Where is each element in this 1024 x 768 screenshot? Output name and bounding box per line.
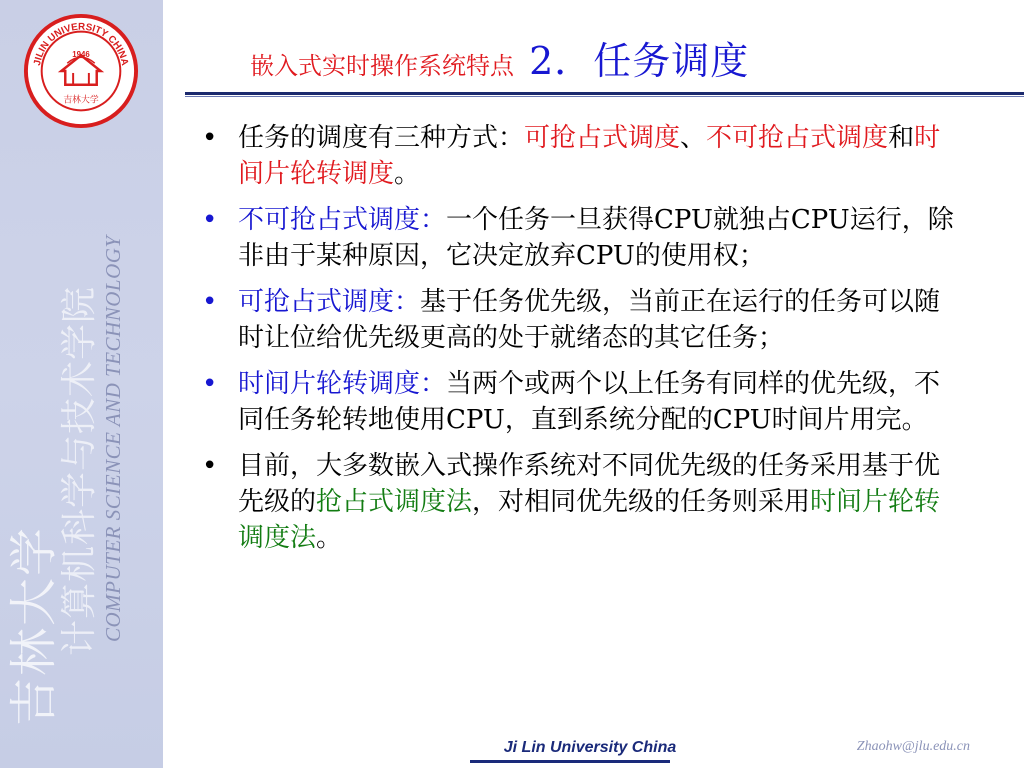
bullet-text-segment: 当两个或两个以上任务有同样的优先级，不同任务轮转地使用CPU，直到系统分配的CPU时间片用完。	[238, 369, 941, 435]
title-main: 嵌入式实时操作系统特点	[250, 52, 514, 80]
bullet-text-segment: 。	[394, 159, 421, 189]
watermark-college-english: COMPUTER SCIENCE AND TECHNOLOGY	[101, 235, 125, 642]
bullet-text-segment: 不可抢占式调度：	[238, 205, 447, 235]
seal-ring-text: JILIN UNIVERSITY CHINA	[32, 21, 130, 67]
bullet-text-segment: ，对相同优先级的任务则采用	[472, 487, 811, 517]
bullet-text-segment: 时间片轮转调度法	[238, 487, 941, 553]
sidebar	[0, 0, 163, 768]
bullet-dot-icon: •	[202, 287, 218, 317]
title-divider	[185, 92, 1024, 95]
bullet-list	[196, 120, 964, 566]
bullet-text-segment: 。	[316, 523, 343, 553]
bullet-item	[196, 448, 964, 556]
bullet-item	[196, 284, 964, 356]
bullet-text-segment: 可抢占式调度：	[238, 287, 421, 317]
bullet-text-segment: 、	[680, 123, 707, 153]
title-divider-thin	[185, 96, 1024, 97]
bullet-dot-icon: •	[202, 205, 218, 235]
bullet-text-segment: 目前，大多数嵌入式操作系统对不同优先级的任务采用基于优先级的	[238, 451, 941, 517]
seal-year: 1946	[72, 50, 90, 60]
bullet-text-segment: 基于任务优先级，当前正在运行的任务可以随时让位给优先级更高的处于就绪态的其它任务；	[238, 287, 941, 353]
bullet-dot-icon: •	[202, 123, 218, 153]
slide-title	[250, 30, 990, 90]
bullet-text-segment: 时间片轮转调度：	[238, 369, 447, 399]
bullet-text-segment: 任务的调度有三种方式：	[238, 123, 525, 153]
footer-email: Zhaohw@jlu.edu.cn	[856, 739, 970, 754]
footer-logo-underline	[470, 760, 670, 763]
bullet-text-segment: 可抢占式调度	[524, 123, 681, 153]
bullet-text-segment: 一个任务一旦获得CPU就独占CPU运行，除非由于某种原因，它决定放弃CPU的使用权；	[238, 205, 954, 271]
bullet-text-segment: 时间片轮转调度	[238, 123, 941, 189]
seal-bottom-text: 吉林大学	[63, 95, 99, 106]
footer-logo-text: Ji Lin University China	[503, 739, 677, 756]
bullet-dot-icon: •	[202, 451, 218, 481]
bullet-item	[196, 366, 964, 438]
bullet-text-segment: 和	[888, 123, 915, 153]
bullet-text-segment: 抢占式调度法	[316, 487, 473, 517]
footer-university-logo	[470, 737, 710, 759]
bullet-item	[196, 202, 964, 274]
bullet-item	[196, 120, 964, 192]
bullet-text-segment: 不可抢占式调度	[706, 123, 889, 153]
watermark-college-name: 计算机科学与技术学院	[59, 285, 100, 656]
title-sub: 2．任务调度	[529, 39, 750, 83]
bullet-dot-icon: •	[202, 369, 218, 399]
watermark-university-name: 吉林大学	[6, 525, 62, 726]
